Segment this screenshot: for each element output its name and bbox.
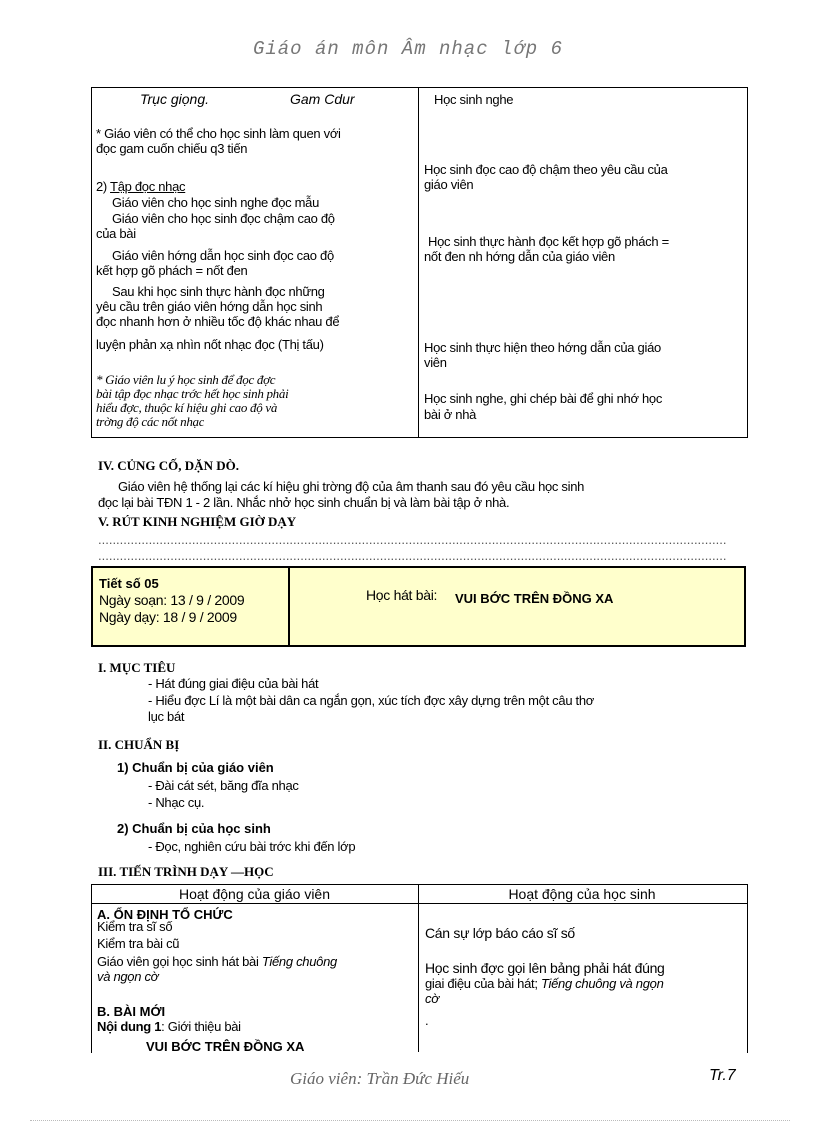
footer-teacher: Giáo viên: Trần Đức Hiếu <box>290 1069 470 1088</box>
footer-rule <box>30 1120 790 1121</box>
t2-r2b <box>425 977 664 991</box>
chuan-bi-hs1: - Đọc, nghiên cứu bài trớc khi đến lớp <box>148 839 356 854</box>
t2-song-cut-text: VUI BỚC TRÊN ĐỒNG XA <box>146 1039 305 1051</box>
t1-right-r2a: Học sinh thực hành đọc kết hợp gõ phách = <box>428 234 669 249</box>
t2-r2c: cờ <box>425 991 439 1006</box>
t2-a3 <box>97 955 337 969</box>
t2-nd1-label: Nội dung 1 <box>97 1019 162 1034</box>
t2-r2b-song: Tiếng chuông và ngọn <box>540 976 664 991</box>
t1-left-p3: Giáo viên cho học sinh nghe đọc mẫu <box>112 195 320 210</box>
muc-tieu-l3: lục bát <box>148 709 185 724</box>
t1-left-p2 <box>96 180 185 194</box>
t1-right-r4a: Học sinh nghe, ghi chép bài để ghi nhớ học <box>424 391 663 406</box>
lesson-song-title: VUI BỚC TRÊN ĐỒNG XA <box>455 591 614 606</box>
t1-left-p2-prefix: 2) <box>96 179 111 194</box>
footer-page-number: Tr.7 <box>709 1067 736 1084</box>
t2-r1: Cán sự lớp báo cáo sĩ số <box>425 925 575 941</box>
t1-left-p2-title: Tập đọc nhạc <box>110 179 186 194</box>
chuan-bi-hs-title: 2) Chuẩn bị của học sinh <box>117 821 271 836</box>
t2-nd1 <box>97 1020 241 1034</box>
t1-left-p4a: Giáo viên cho học sinh đọc chậm cao độ <box>112 211 335 226</box>
t2-r2a: Học sinh đợc gọi lên bảng phải hát đúng <box>425 960 665 976</box>
t2-a2: Kiểm tra bài cũ <box>97 936 180 951</box>
lesson-tiet: Tiết số 05 <box>99 576 159 591</box>
lesson-box-divider <box>288 566 290 647</box>
chuan-bi-gv2: - Nhạc cụ. <box>148 795 205 810</box>
t1-right-r3b: viên <box>424 355 447 370</box>
dotted-line-2: .............................................................................................................................................................................. <box>98 548 727 563</box>
table1-head-left-a: Trục giọng. <box>140 91 209 107</box>
chuan-bi-title: II. CHUẨN BỊ <box>98 737 180 752</box>
t1-left-p6c: đọc nhanh hơn ở nhiều tốc độ khác nhau để <box>96 314 340 329</box>
t2-a3-song: Tiếng chuông <box>261 954 337 969</box>
muc-tieu-l2: - Hiểu đợc Lí là một bài dân ca ngắn gọn, xúc tích đợc xây dựng trên một câu thơ <box>148 693 595 708</box>
t1-left-p7b: bài tập đọc nhạc trớc hết học sinh phải <box>96 386 289 401</box>
section-5-title: V. RÚT KINH NGHIỆM GIỜ DẠY <box>98 514 297 529</box>
chuan-bi-gv-title: 1) Chuẩn bị của giáo viên <box>117 760 274 775</box>
t1-right-r3a: Học sinh thực hiện theo hớng dẫn của giáo <box>424 340 661 355</box>
muc-tieu-title: I. MỤC TIÊU <box>98 660 176 675</box>
t2-a-title: A. ỔN ĐỊNH TỔ CHỨC <box>97 907 233 922</box>
table2-col-right: Hoạt động của học sinh <box>508 886 656 902</box>
t1-left-p1b: đọc gam cuốn chiếu q3 tiến <box>96 141 248 156</box>
table2-col-left: Hoạt động của giáo viên <box>179 886 330 902</box>
t1-right-r2b: nốt đen nh hớng dẫn của giáo viên <box>424 249 615 264</box>
t1-left-p4b: của bài <box>96 226 136 241</box>
table1-head-left-b: Gam Cdur <box>290 91 355 107</box>
section-4-line2: đọc lại bài TĐN 1 - 2 lần. Nhắc nhở học sinh chuẩn bị và làm bài tập ở nhà. <box>98 495 510 510</box>
t2-r2b-pre: giai điệu của bài hát; <box>425 976 541 991</box>
t1-right-r1b: giáo viên <box>424 177 474 192</box>
muc-tieu-l1: - Hát đúng giai điệu của bài hát <box>148 676 319 691</box>
chuan-bi-gv1: - Đài cát sét, băng đĩa nhạc <box>148 778 299 793</box>
t1-right-r4b: bài ở nhà <box>424 407 477 422</box>
t1-left-p5a: Giáo viên hớng dẫn học sinh đọc cao độ <box>112 248 334 263</box>
table2-divider <box>418 884 419 1052</box>
t2-nd1-text: : Giới thiệu bài <box>161 1019 241 1034</box>
lesson-hoc-hat-label: Học hát bài: <box>366 587 438 603</box>
tien-trinh-title: III. TIẾN TRÌNH DẠY —HỌC <box>98 864 274 879</box>
t1-left-p7c: hiểu đợc, thuộc kí hiệu ghi cao độ và <box>96 400 278 415</box>
dotted-line-1: .............................................................................................................................................................................. <box>98 532 727 547</box>
table2-header-line <box>91 903 747 904</box>
t2-r3: . <box>425 1013 429 1028</box>
t2-a3-pre: Giáo viên gọi học sinh hát bài <box>97 954 262 969</box>
t1-left-p1a: * Giáo viên có thể cho học sinh làm quen với <box>96 126 341 141</box>
t1-left-p5b: kết hợp gõ phách = nốt đen <box>96 263 248 278</box>
section-4-title: IV. CỦNG CỐ, DẶN DÒ. <box>98 458 239 473</box>
lesson-ngay-soan: Ngày soạn: 13 / 9 / 2009 <box>99 592 245 608</box>
table1-divider <box>418 87 419 437</box>
t1-left-p6d: luyện phản xạ nhìn nốt nhạc đọc (Thị tấu) <box>96 337 324 352</box>
t2-song-cut <box>146 1039 304 1051</box>
section-4-line1: Giáo viên hệ thống lại các kí hiệu ghi trờng độ của âm thanh sau đó yêu cầu học sinh <box>118 479 585 494</box>
t2-b-title: B. BÀI MỚI <box>97 1004 166 1019</box>
t1-left-p6b: yêu cầu trên giáo viên hớng dẫn học sinh <box>96 299 323 314</box>
t1-left-p7d: trờng độ các nốt nhạc <box>96 415 205 429</box>
t1-left-p6a: Sau khi học sinh thực hành đọc những <box>112 284 325 299</box>
t2-a3b: và ngọn cờ <box>97 969 159 984</box>
table1-head-right: Học sinh nghe <box>434 92 514 107</box>
t1-left-p7a: * Giáo viên lu ý học sinh để đọc đợc <box>96 372 276 387</box>
t2-a1: Kiểm tra sĩ số <box>97 919 173 934</box>
page-header-title: Giáo án môn Âm nhạc lớp 6 <box>252 38 564 60</box>
t1-right-r1a: Học sinh đọc cao độ chậm theo yêu cầu của <box>424 162 668 177</box>
lesson-ngay-day: Ngày dạy: 18 / 9 / 2009 <box>99 609 237 625</box>
